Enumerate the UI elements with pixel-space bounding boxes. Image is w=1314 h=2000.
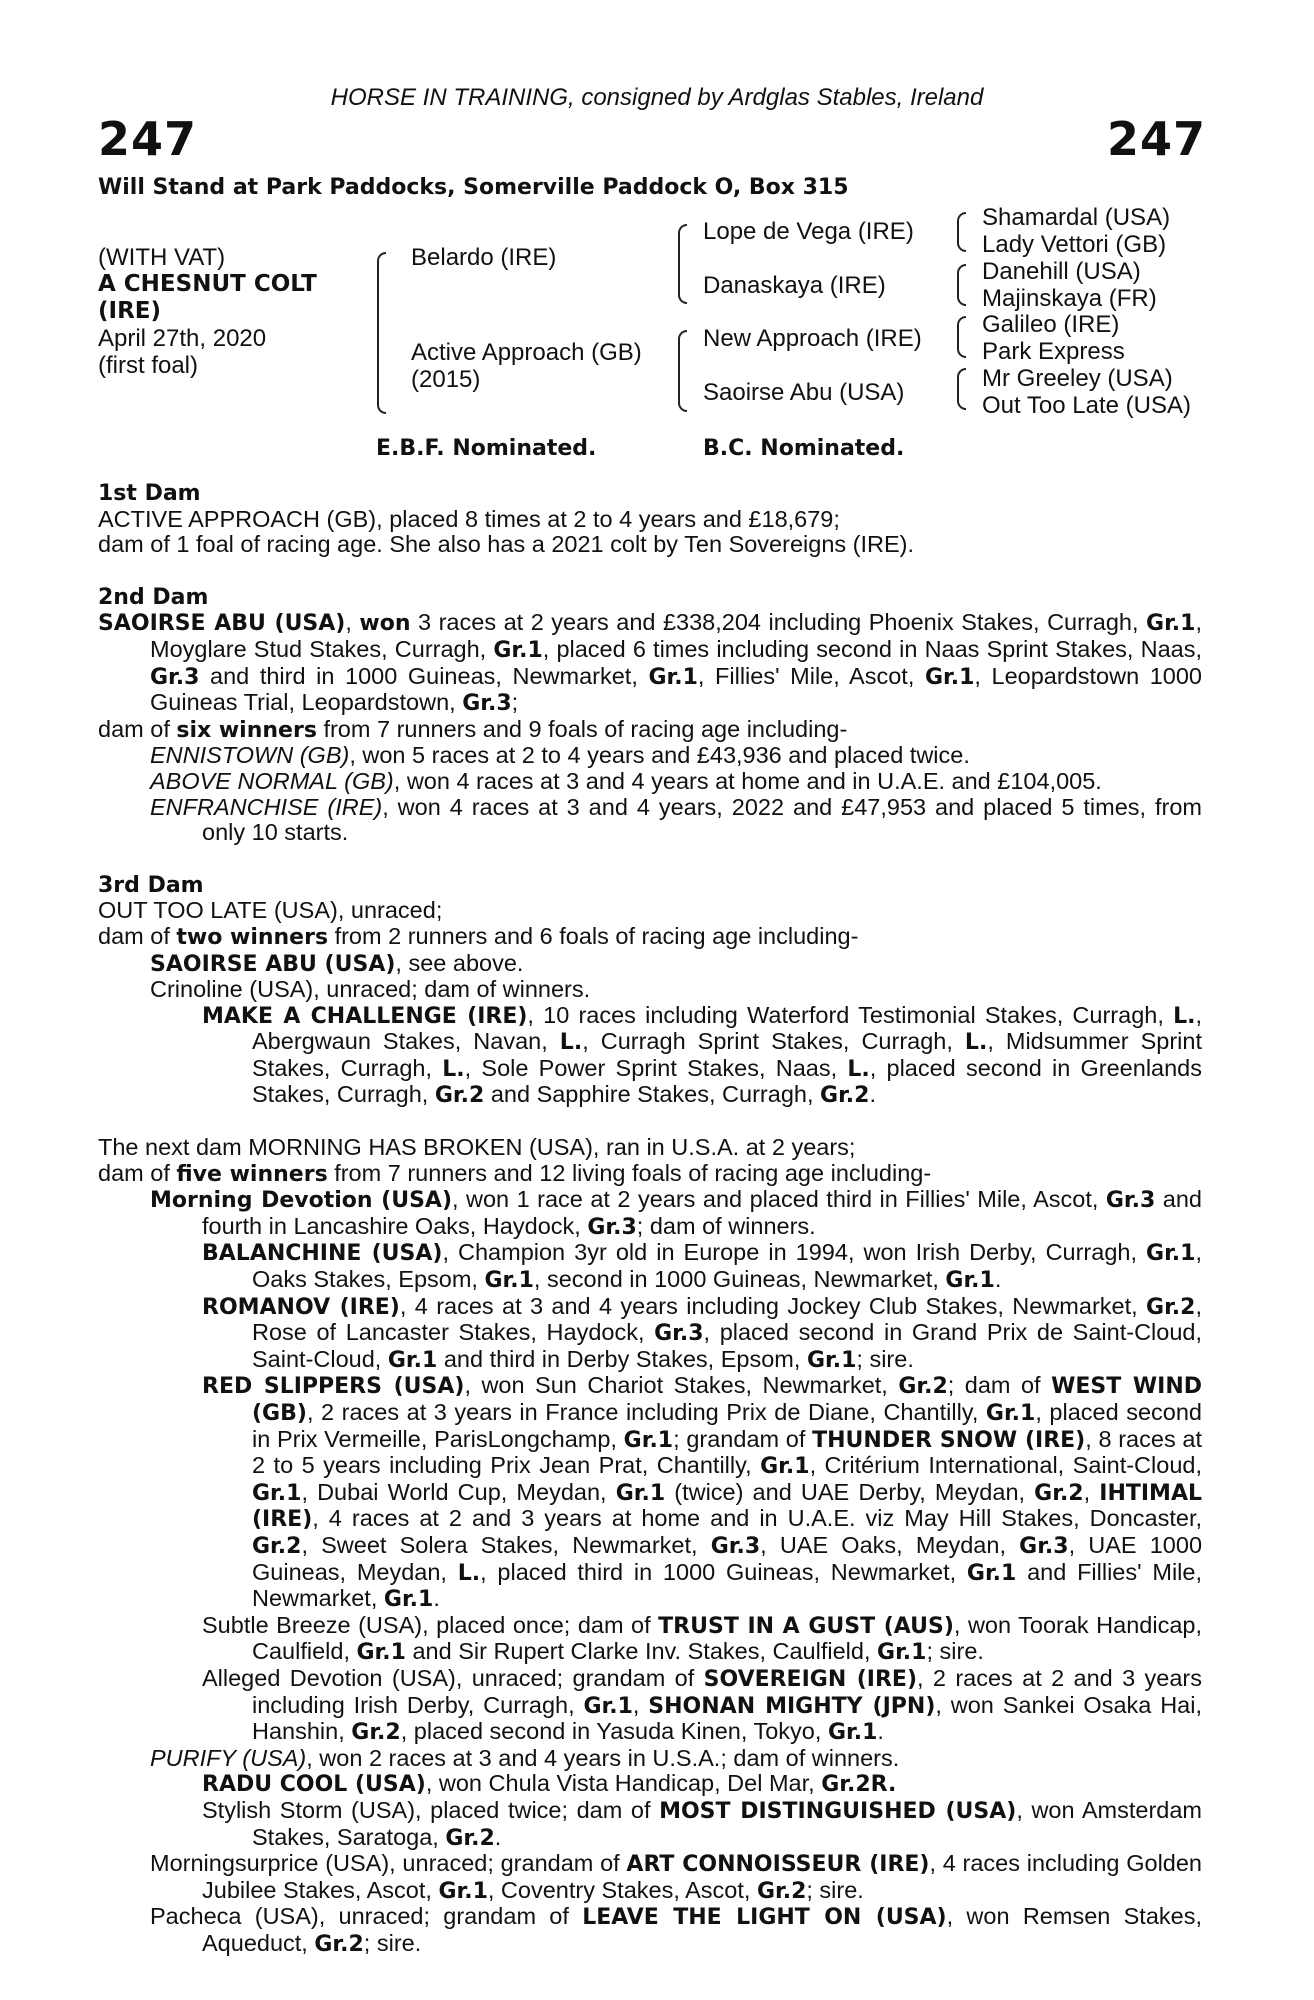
- pedigree-gg-6: Park Express: [982, 338, 1125, 365]
- produce-record: [98, 480, 1202, 1957]
- pedigree-gg-2: Lady Vettori (GB): [982, 231, 1167, 258]
- first-dam-heading: 1st Dam: [98, 481, 201, 506]
- ebf-nominated: E.B.F. Nominated.: [376, 436, 597, 461]
- second-dam-heading: 2nd Dam: [98, 584, 209, 610]
- progeny-make-a-challenge: MAKE A CHALLENGE (IRE), 10 races including Waterford Testimonial Stakes, Curragh, L., Abergwaun Stakes, Navan, L., Curragh Sprint Stakes, Curragh, L., Midsummer Sprint Stakes, Curragh, L., Sole Power Sprint Stakes, Naas, L., placed second in Greenlands Stakes, Curragh, Gr.2 and Sapphire Stakes, Curragh, Gr.2.: [202, 1001, 1203, 1109]
- pedigree-brace-gg2: [957, 264, 966, 306]
- pedigree-dam-sire: New Approach (IRE): [703, 325, 922, 352]
- pedigree-dam-year: (2015): [411, 366, 481, 393]
- progeny-enfranchise: ENFRANCHISE (IRE), won 4 races at 3 and 4 years, 2022 and £47,953 and placed 5 times, from only 10 starts.: [150, 793, 1202, 846]
- pedigree-gg-7: Mr Greeley (USA): [982, 365, 1173, 392]
- pedigree-brace-gg4: [957, 368, 966, 410]
- third-dam-heading: 3rd Dam: [98, 872, 204, 898]
- progeny-purify: PURIFY (USA), won 2 races at 3 and 4 years in U.S.A.; dam of winners.: [150, 1744, 900, 1771]
- progeny-crinoline: Crinoline (USA), unraced; dam of winners.: [150, 976, 591, 1003]
- second-dam-record: SAOIRSE ABU (USA), won 3 races at 2 years and £338,204 including Phoenix Stakes, Curragh, Gr.1, Moyglare Stud Stakes, Curragh, Gr.1, placed 6 times including second in Naas Sprint Stakes, Naas, Gr.3 and third in 1000 Guineas, Newmarket, Gr.1, Fillies' Mile, Ascot, Gr.1, Leopardstown 1000 Guineas Trial, Leopardstown, Gr.3;: [98, 609, 1203, 717]
- third-dam-produce-summary: dam of two winners from 2 runners and 6 foals of racing age including-: [98, 922, 859, 950]
- next-dam-intro: The next dam MORNING HAS BROKEN (USA), ran in U.S.A. at 2 years;: [98, 1134, 856, 1161]
- progeny-stylish-storm: Stylish Storm (USA), placed twice; dam of MOST DISTINGUISHED (USA), won Amsterdam Stakes, Saratoga, Gr.2.: [202, 1796, 1202, 1851]
- lot-number-right: 247: [1106, 112, 1206, 166]
- first-foal-note: (first foal): [98, 352, 199, 379]
- pedigree-brace-sire: [678, 224, 687, 304]
- progeny-pacheca: Pacheca (USA), unraced; grandam of LEAVE THE LIGHT ON (USA), won Remsen Stakes, Aqueduct, Gr.2; sire.: [150, 1903, 1202, 1957]
- pedigree-dam: Active Approach (GB): [411, 339, 642, 366]
- progeny-radu-cool: RADU COOL (USA), won Chula Vista Handicap, Del Mar, Gr.2R.: [202, 1770, 897, 1798]
- horse-origin: (IRE): [98, 298, 162, 324]
- pedigree-brace-dam: [678, 330, 687, 412]
- progeny-alleged-devotion: Alleged Devotion (USA), unraced; grandam of SOVEREIGN (IRE), 2 races at 2 and 3 years including Irish Derby, Curragh, Gr.1, SHONAN MIGHTY (JPN), won Sankei Osaka Hai, Hanshin, Gr.2, placed second in Yasuda Kinen, Tokyo, Gr.1.: [202, 1664, 1202, 1746]
- pedigree-dam-dam: Saoirse Abu (USA): [703, 379, 905, 406]
- first-dam-record: ACTIVE APPROACH (GB), placed 8 times at 2 to 4 years and £18,679;: [98, 505, 840, 532]
- third-dam-name: OUT TOO LATE (USA), unraced;: [98, 897, 443, 924]
- stand-location: Will Stand at Park Paddocks, Somerville Paddock O, Box 315: [98, 175, 849, 200]
- first-dam-produce: dam of 1 foal of racing age. She also has a 2021 colt by Ten Sovereigns (IRE).: [98, 531, 915, 558]
- pedigree-brace-main: [377, 252, 386, 414]
- progeny-above-normal: ABOVE NORMAL (GB), won 4 races at 3 and 4 years at home and in U.A.E. and £104,005.: [150, 767, 1102, 794]
- progeny-subtle-breeze: Subtle Breeze (USA), placed once; dam of TRUST IN A GUST (AUS), won Toorak Handicap, Caulfield, Gr.1 and Sir Rupert Clarke Inv. Stakes, Caulfield, Gr.1; sire.: [202, 1611, 1202, 1666]
- pedigree-gg-4: Majinskaya (FR): [982, 285, 1157, 312]
- pedigree-gg-8: Out Too Late (USA): [982, 392, 1191, 419]
- pedigree-sire-sire: Lope de Vega (IRE): [703, 218, 914, 245]
- pedigree-gg-1: Shamardal (USA): [982, 204, 1171, 231]
- pedigree-gg-3: Danehill (USA): [982, 258, 1141, 285]
- pedigree-brace-gg1: [957, 212, 966, 252]
- consignment-heading: HORSE IN TRAINING, consigned by Ardglas Stables, Ireland: [330, 84, 984, 111]
- progeny-saoirse-abu: SAOIRSE ABU (USA), see above.: [150, 949, 524, 977]
- foaling-date: April 27th, 2020: [98, 325, 267, 352]
- vat-note: (WITH VAT): [98, 244, 226, 271]
- progeny-morning-devotion: Morning Devotion (USA), won 1 race at 2 years and placed third in Fillies' Mile, Ascot, Gr.3 and fourth in Lancashire Oaks, Haydock, Gr.3; dam of winners.: [150, 1186, 1202, 1240]
- next-dam-produce-summary: dam of five winners from 7 runners and 12 living foals of racing age including-: [98, 1159, 932, 1187]
- pedigree-sire: Belardo (IRE): [411, 244, 557, 271]
- pedigree-brace-gg3: [957, 316, 966, 358]
- progeny-romanov: ROMANOV (IRE), 4 races at 3 and 4 years including Jockey Club Stakes, Newmarket, Gr.2, Rose of Lancaster Stakes, Haydock, Gr.3, placed second in Grand Prix de Saint-Cloud, Saint-Cloud, Gr.1 and third in Derby Stakes, Epsom, Gr.1; sire.: [202, 1292, 1202, 1373]
- progeny-morningsurprice: Morningsurprice (USA), unraced; grandam of ART CONNOISSEUR (IRE), 4 races including Golden Jubilee Stakes, Ascot, Gr.1, Coventry Stakes, Ascot, Gr.2; sire.: [150, 1850, 1202, 1904]
- progeny-ennistown: ENNISTOWN (GB), won 5 races at 2 to 4 years and £43,936 and placed twice.: [150, 742, 970, 769]
- lot-number-left: 247: [98, 112, 198, 166]
- progeny-balanchine: BALANCHINE (USA), Champion 3yr old in Europe in 1994, won Irish Derby, Curragh, Gr.1, Oaks Stakes, Epsom, Gr.1, second in 1000 Guineas, Newmarket, Gr.1.: [202, 1239, 1202, 1294]
- progeny-red-slippers: RED SLIPPERS (USA), won Sun Chariot Stakes, Newmarket, Gr.2; dam of WEST WIND (GB), 2 races at 3 years in France including Prix de Diane, Chantilly, Gr.1, placed second in Prix Vermeille, ParisLongchamp, Gr.1; grandam of THUNDER SNOW (IRE), 8 races at 2 to 5 years including Prix Jean Prat, Chantilly, Gr.1, Critérium International, Saint-Cloud, Gr.1, Dubai World Cup, Meydan, Gr.1 (twice) and UAE Derby, Meydan, Gr.2, IHTIMAL (IRE), 4 races at 2 and 3 years at home and in U.A.E. viz May Hill Stakes, Doncaster, Gr.2, Sweet Solera Stakes, Newmarket, Gr.3, UAE Oaks, Meydan, Gr.3, UAE 1000 Guineas, Meydan, L., placed third in 1000 Guineas, Newmarket, Gr.1 and Fillies' Mile, Newmarket, Gr.1.: [202, 1372, 1203, 1613]
- second-dam-produce-summary: dam of six winners from 7 runners and 9 foals of racing age including-: [98, 715, 848, 743]
- pedigree-sire-dam: Danaskaya (IRE): [703, 272, 886, 299]
- horse-description: A CHESNUT COLT: [98, 271, 317, 297]
- bc-nominated: B.C. Nominated.: [703, 436, 905, 461]
- pedigree-gg-5: Galileo (IRE): [982, 311, 1120, 338]
